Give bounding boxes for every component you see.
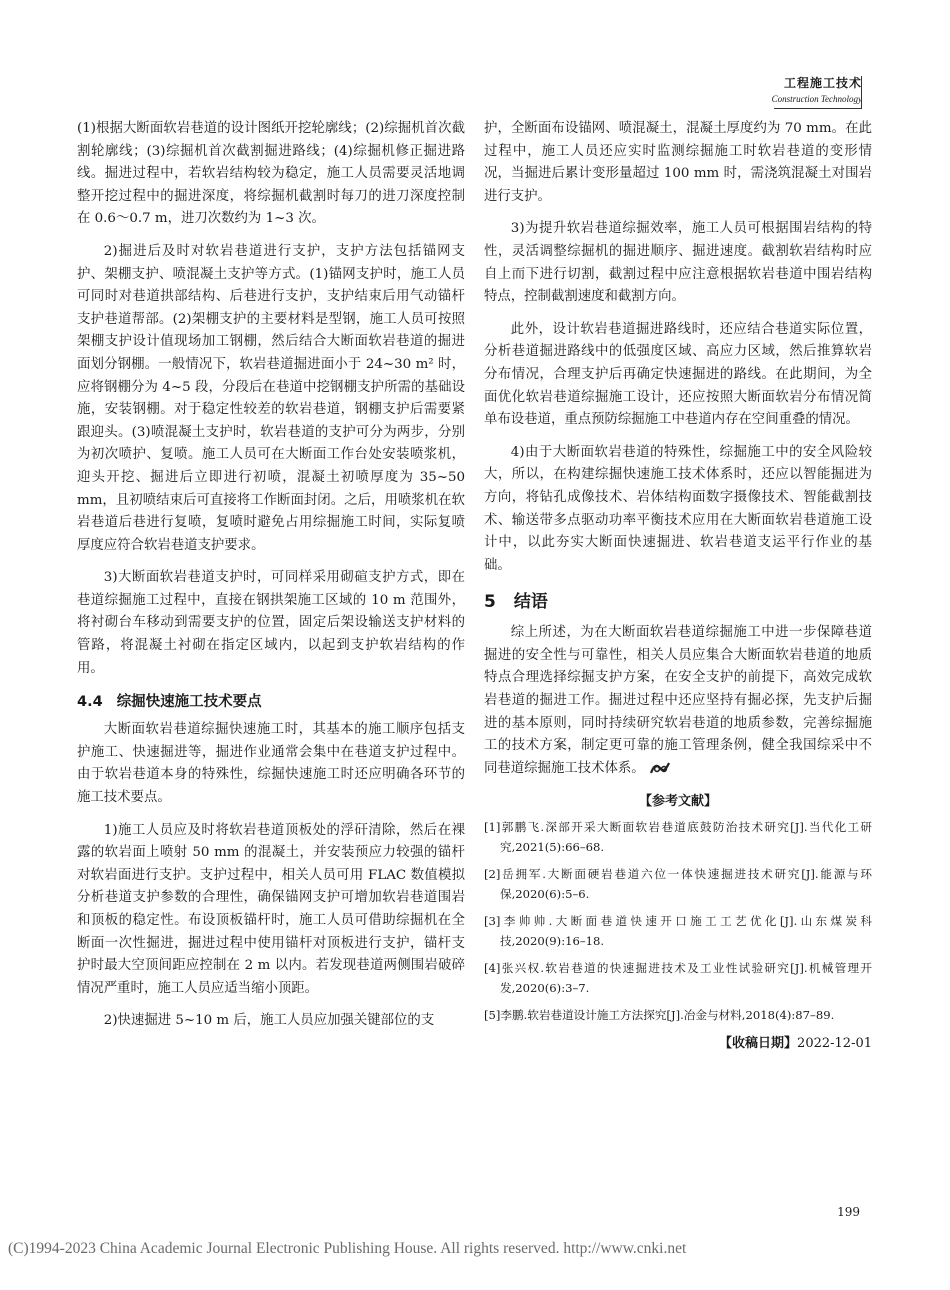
paragraph: 2)快速掘进 5~10 m 后，施工人员应加强关键部位的支: [103, 1013, 435, 1029]
copyright-footer: (C)1994-2023 China Academic Journal Electronic Publishing House. All rights reserved. http://www.cnki.net: [8, 1240, 687, 1257]
reference-item: [3]李帅帅.大断面巷道快速开口施工工艺优化[J].山东煤炭科技,2020(9):16–18.: [484, 914, 872, 949]
section-number: 4.4: [77, 694, 103, 711]
page-number: 199: [837, 1205, 860, 1219]
header-divider: [774, 108, 862, 109]
references-title: 【参考文献】: [638, 794, 717, 810]
conclusion-paragraph: [484, 622, 872, 780]
paragraph: 护，全断面布设锚网、喷混凝土，混凝土厚度约为 70 mm。在此过程中，施工人员还应实时监测综掘施工时软岩巷道的变形情况，当掘进后累计变形量超过 100 mm 时，需浇筑混凝土对围岩进行支护。: [484, 121, 872, 204]
left-column: [77, 118, 465, 1043]
section-heading-5: [484, 587, 872, 612]
header-divider-vertical: [861, 76, 862, 108]
end-mark-icon: [649, 760, 671, 776]
right-column: [484, 118, 872, 1051]
reference-item: [1]郭鹏飞.深部开采大断面软岩巷道底鼓防治技术研究[J].当代化工研究,2021(5):66–68.: [484, 820, 872, 855]
reference-item: [4]张兴权.软岩巷道的快速掘进技术及工业性试验研究[J].机械管理开发,2020(6):3–7.: [484, 961, 872, 996]
reference-item: [2]岳拥军.大断面硬岩巷道六位一体快速掘进技术研究[J].能源与环保,2020(6):5–6.: [484, 867, 872, 902]
paragraph: 3)大断面软岩巷道支护时，可同样采用砌碹支护方式，即在巷道综掘施工过程中，直接在钢拱架施工区域的 10 m 范围外，将衬砌台车移动到需要支护的位置，固定后架设输送支护材料的管路，将混凝土衬砌在指定区域内，以起到支护软岩结构的作用。: [77, 570, 465, 676]
conclusion-text: 综上所述，为在大断面软岩巷道综掘施工中进一步保障巷道掘进的安全性与可靠性，相关人员应集合大断面软岩巷道的地质特点合理选择综掘支护方案，在安全支护的前提下，高效完成软岩巷道的掘进工作。掘进过程中还应坚持有掘必探，先支护后掘进的基本原则，同时持续研究软岩巷道的地质参数，完善综掘施工的技术方案，制定更可靠的施工管理条例，健全我国综采中不同巷道综掘施工技术体系。: [484, 625, 872, 776]
journal-title-cn: 工程施工技术: [783, 76, 862, 90]
paragraph: 4)由于大断面软岩巷道的特殊性，综掘施工中的安全风险较大，所以，在构建综掘快速施工技术体系时，还应以智能掘进为方向，将钻孔成像技术、岩体结构面数字摄像技术、智能截割技术、输送带多点驱动功率平衡技术应用在大断面软岩巷道施工设计中，以此夯实大断面快速掘进、软岩巷道支运平行作业的基础。: [484, 444, 872, 573]
journal-title-en: Construction Technology: [771, 94, 862, 104]
section-heading-4-4: [77, 690, 465, 711]
received-date: [484, 1032, 872, 1051]
section-number: 5: [484, 592, 496, 613]
paragraph: 此外，设计软岩巷道掘进路线时，还应结合巷道实际位置，分析巷道掘进路线中的低强度区域、高应力区域，然后推算软岩分布情况，合理支护后再确定快速掘进的路线。在此期间，为全面优化软岩巷道综掘施工设计，还应按照大断面软岩分布情况简单布设巷道，重点预防综掘施工中巷道内存在空间重叠的情况。: [484, 321, 872, 428]
paragraph: 大断面软岩巷道综掘快速施工时，其基本的施工顺序包括支护施工、快速掘进等，掘进作业通常会集中在巷道支护过程中。由于软岩巷道本身的特殊性，综掘快速施工时还应明确各环节的施工技术要点。: [77, 722, 465, 806]
received-label: 【收稿日期】: [719, 1036, 798, 1052]
section-title: 综掘快速施工技术要点: [116, 694, 262, 711]
paragraph: 3)为提升软岩巷道综掘效率，施工人员可根据围岩结构的特性，灵活调整综掘机的掘进顺序、掘进速度。截割软岩结构时应自上而下进行切割，截割过程中应注意根据软岩巷道中围岩结构特点，控制截割速度和截割方向。: [484, 221, 872, 305]
paragraph: (1)根据大断面软岩巷道的设计图纸开挖轮廓线；(2)综掘机首次截割轮廓线；(3)综掘机首次截割掘进路线；(4)综掘机修正掘进路线。掘进过程中，若软岩结构较为稳定，施工人员需要灵活地调整开挖过程中的掘进深度，将综掘机截割时每刀的进刀深度控制在 0.6～0.7 m，进刀次数约为 1~3 次。: [77, 121, 465, 227]
paragraph: 1)施工人员应及时将软岩巷道顶板处的浮矸清除，然后在裸露的软岩面上喷射 50 mm 的混凝土，并安装预应力较强的锚杆对软岩面进行支护。支护过程中，相关人员可用 FLAC 数值模拟分析巷道支护参数的合理性，确保锚网支护可增加软岩巷道围岩和顶板的稳定性。布设顶板锚杆时，施工人员可借助综掘机在全断面一次性掘进，掘进过程中使用锚杆对顶板进行支护，锚杆支护时最大空顶间距应控制在 2 m 以内。若发现巷道两侧围岩破碎情况严重时，施工人员应适当缩小顶距。: [77, 822, 465, 996]
reference-item: [5]李鹏.软岩巷道设计施工方法探究[J].冶金与材料,2018(4):87–89.: [484, 1008, 835, 1023]
paragraph: 2)掘进后及时对软岩巷道进行支护，支护方法包括锚网支护、架棚支护、喷混凝土支护等方式。(1)锚网支护时，施工人员可同时对巷道拱部结构、后巷进行支护，支护结束后用气动锚杆支护巷道帮部。(2)架棚支护的主要材料是型钢，施工人员可按照架棚支护设计值现场加工钢棚，然后结合大断面软岩巷道的掘进面划分钢棚。一般情况下，软岩巷道掘进面小于 24~30 m² 时，应将钢棚分为 4~5 段，分段后在巷道中挖钢棚支护所需的基础设施，安装钢棚。对于稳定性较差的软岩巷道，钢棚支护后需要紧跟迎头。(3)喷混凝土支护时，软岩巷道的支护可分为两步，分别为初次喷护、复喷。施工人员可在大断面工作台处安装喷浆机，迎头开挖、掘进后立即进行初喷，混凝土初喷厚度为 35~50 mm，且初喷结束后可直接将工作断面封闭。之后，用喷浆机在软岩巷道后巷进行复喷，复喷时避免占用综掘施工时间，实际复喷厚度应符合软岩巷道支护要求。: [77, 243, 465, 553]
received-value: 2022-12-01: [797, 1036, 872, 1052]
running-header: [772, 74, 862, 104]
section-title: 结语: [513, 592, 548, 613]
